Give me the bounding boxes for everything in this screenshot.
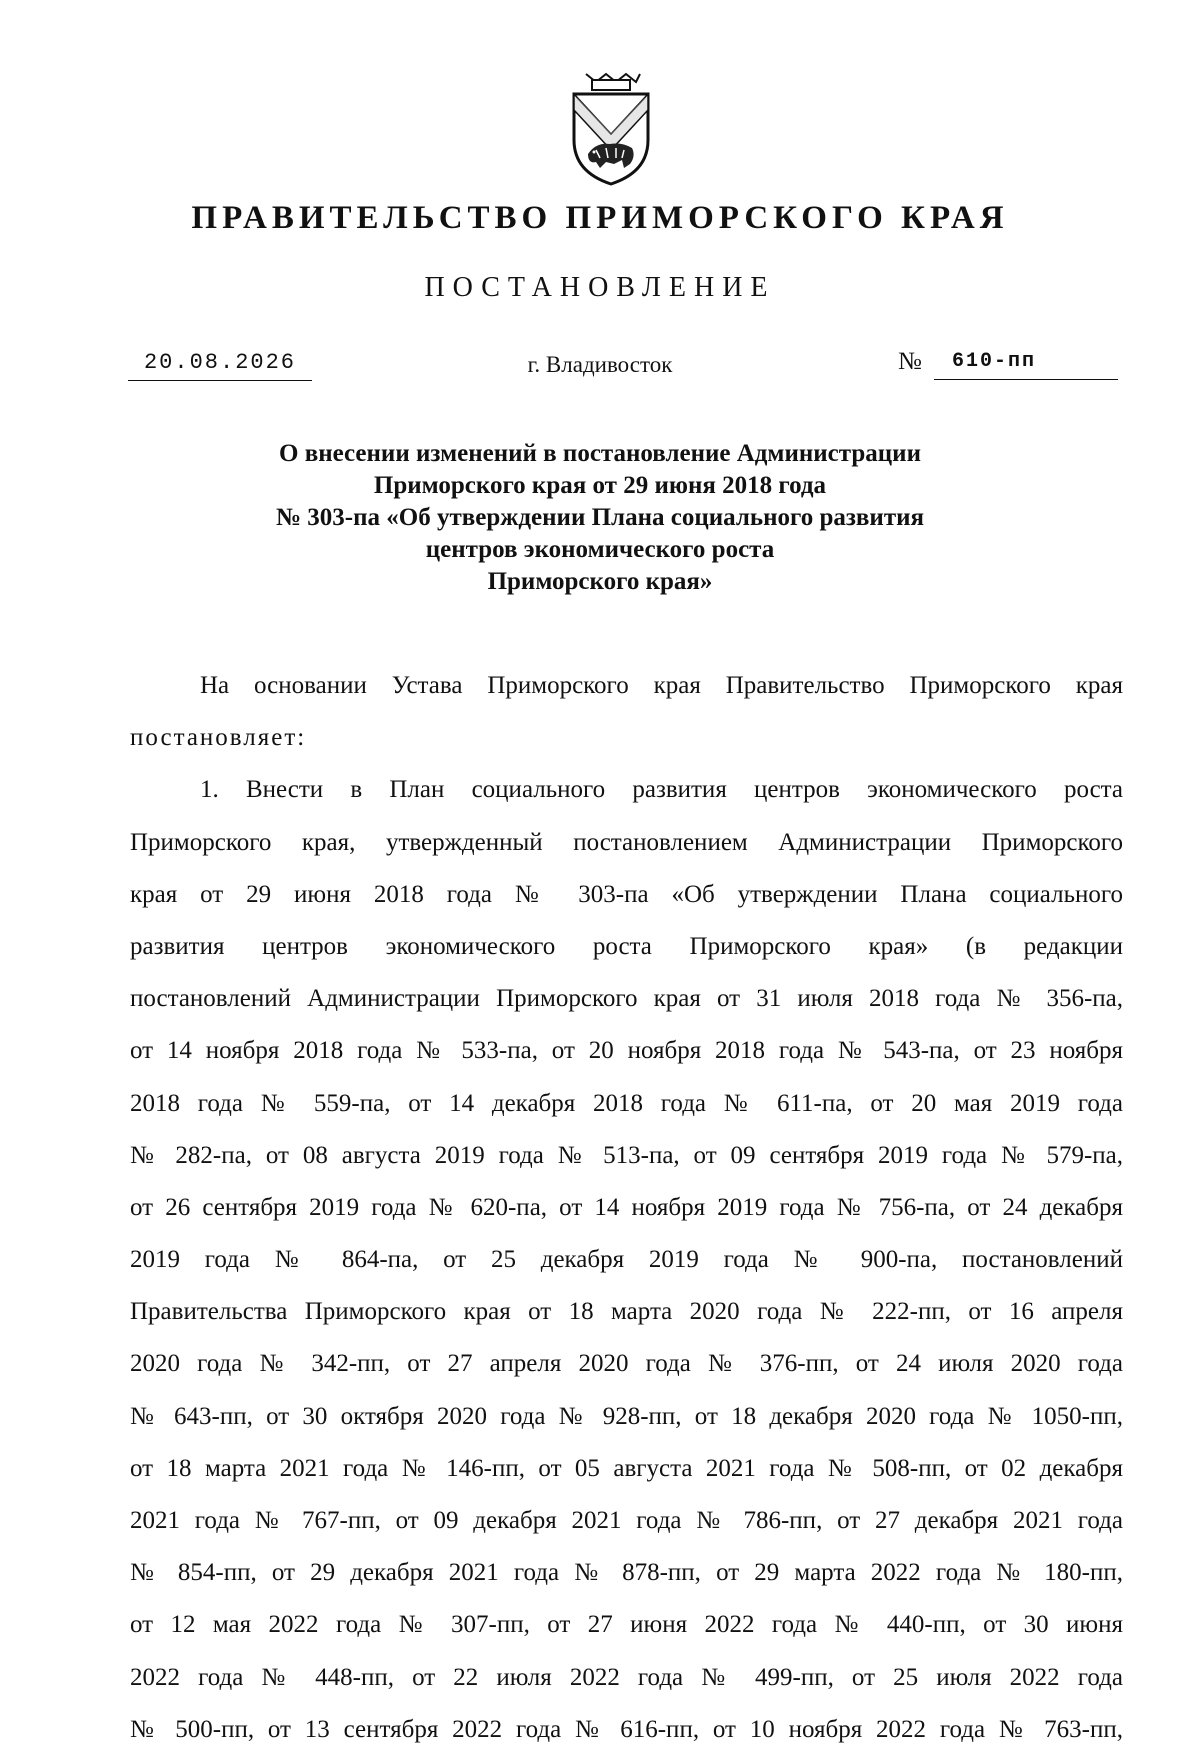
body-line: постановлений Администрации Приморского края от 31 июля 2018 года № 356-па, — [130, 985, 1123, 1013]
body-line: № 854-пп, от 29 декабря 2021 года № 878-пп, от 29 марта 2022 года № 180-пп, — [130, 1559, 1123, 1587]
body-line: 2018 года № 559-па, от 14 декабря 2018 года № 611-па, от 20 мая 2019 года — [130, 1089, 1123, 1117]
body-line: 2021 года № 767-пп, от 09 декабря 2021 года № 786-пп, от 27 декабря 2021 года — [130, 1507, 1123, 1534]
subject-line: центров экономического роста — [425, 536, 775, 563]
subject-line: О внесении изменений в постановление Администрации — [279, 440, 921, 467]
body-line: постановляет: — [130, 724, 307, 752]
body-line: Приморского края, утвержденный постановлением Администрации Приморского — [130, 828, 1123, 856]
subject-line: Приморского края от 29 июня 2018 года — [373, 472, 827, 499]
document-city: г. Владивосток — [527, 352, 673, 377]
body-line: № 643-пп, от 30 октября 2020 года № 928-пп, от 18 декабря 2020 года № 1050-пп, — [130, 1402, 1123, 1430]
body-line: 2022 года № 448-пп, от 22 июля 2022 года № 499-пп, от 25 июля 2022 года — [130, 1663, 1123, 1691]
body-line: 2019 года № 864-па, от 25 декабря 2019 года № 900-па, постановлений — [130, 1246, 1123, 1274]
body-line: 2020 года № 342-пп, от 27 апреля 2020 года № 376-пп, от 24 июля 2020 года — [130, 1350, 1123, 1378]
body-line: развития центров экономического роста Приморского края» (в редакции — [130, 932, 1123, 960]
document-number: 610-пп — [934, 350, 1118, 380]
document-date: 20.08.2026 — [128, 350, 312, 381]
body-line: № 500-пп, от 13 сентября 2022 года № 616-пп, от 10 ноября 2022 года № 763-пп, — [130, 1715, 1123, 1743]
subject-line: № 303-па «Об утверждении Плана социального развития — [275, 504, 925, 531]
body-line: от 14 ноября 2018 года № 533-па, от 20 ноября 2018 года № 543-па, от 23 ноября — [130, 1037, 1123, 1065]
primorsky-krai-coat-of-arms-icon — [566, 72, 656, 187]
body-line: от 18 марта 2021 года № 146-пп, от 05 августа 2021 года № 508-пп, от 02 декабря — [130, 1454, 1123, 1482]
body-line: от 26 сентября 2019 года № 620-па, от 14 ноября 2019 года № 756-па, от 24 декабря — [130, 1193, 1123, 1221]
body-line: 1. Внести в План социального развития центров экономического роста — [200, 776, 1123, 804]
body-line: № 282-па, от 08 августа 2019 года № 513-па, от 09 сентября 2019 года № 579-па, — [130, 1141, 1123, 1169]
body-line: Правительства Приморского края от 18 марта 2020 года № 222-пп, от 16 апреля — [130, 1298, 1123, 1326]
body-line: от 12 мая 2022 года № 307-пп, от 27 июня 2022 года № 440-пп, от 30 июня — [130, 1611, 1123, 1639]
body-line: На основании Устава Приморского края Правительство Приморского края — [200, 672, 1123, 699]
document-body — [130, 660, 1123, 1756]
document-subject — [160, 438, 1040, 598]
body-line: края от 29 июня 2018 года № 303-па «Об утверждении Плана социального — [130, 880, 1123, 908]
document-kind: ПОСТАНОВЛЕНИЕ — [424, 272, 776, 303]
government-title: ПРАВИТЕЛЬСТВО ПРИМОРСКОГО КРАЯ — [191, 200, 1009, 236]
subject-line: Приморского края» — [487, 568, 713, 595]
number-sign: № — [898, 348, 922, 375]
